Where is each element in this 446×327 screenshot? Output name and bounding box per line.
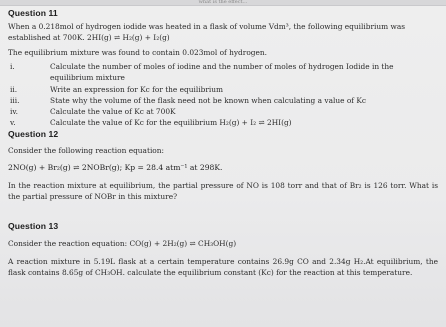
item-number: iii.: [10, 96, 20, 105]
item-text: Write an expression for Kc for the equilibrium: [50, 85, 224, 94]
q13-body: A reaction mixture in 5.19L flask at a certain temperature contains 26.9g CO and 2.34g H₂.At equilibrium, the flask contains 8.65g of CH₃OH. calculate the equilibrium constant (Kc) for the reaction at this temperature.: [8, 257, 438, 277]
question-12-title: Question 12: [8, 129, 59, 139]
q11-item-1: [8, 61, 436, 83]
q11-mixture: The equilibrium mixture was found to contain 0.023mol of hydrogen.: [8, 48, 267, 57]
item-text: Calculate the value of Kc for the equilibrium H₂(g) + I₂ ⇌ 2HI(g): [50, 118, 292, 127]
q12-intro: Consider the following reaction equation:: [8, 146, 165, 155]
item-text: State why the volume of the flask need not be known when calculating a value of Kc: [50, 96, 367, 105]
question-11-title: Question 11: [8, 8, 58, 18]
q13-intro: Consider the reaction equation: CO(g) + 2H₂(g) ⇌ CH₃OH(g): [8, 239, 237, 248]
item-number: v.: [10, 118, 16, 127]
item-text: Calculate the number of moles of iodine and the number of moles of hydrogen Iodide in the equilibrium mixture: [50, 62, 394, 82]
torn-header: what is the effect...: [0, 0, 446, 6]
q12-equation: 2NO(g) + Br₂(g) ⇌ 2NOBr(g); Kp = 28.4 atm⁻¹ at 298K.: [8, 163, 223, 172]
question-13-title: Question 13: [8, 221, 59, 231]
item-number: iv.: [10, 107, 19, 116]
item-number: i.: [10, 62, 15, 71]
item-text: Calculate the value of Kc at 700K: [50, 107, 176, 116]
q11-intro-line-2: established at 700K. 2HI(g) ⇌ H₂(g) + I₂(g): [8, 33, 170, 42]
q11-intro-line-1: When a 0.218mol of hydrogen iodide was heated in a flask of volume Vdm³, the following equilibrium was: [8, 22, 406, 31]
item-number: ii.: [10, 85, 18, 94]
q12-body: In the reaction mixture at equilibrium, the partial pressure of NO is 108 torr and that of Br₂ is 126 torr. What is the partial pressure of NOBr in this mixture?: [8, 181, 438, 201]
